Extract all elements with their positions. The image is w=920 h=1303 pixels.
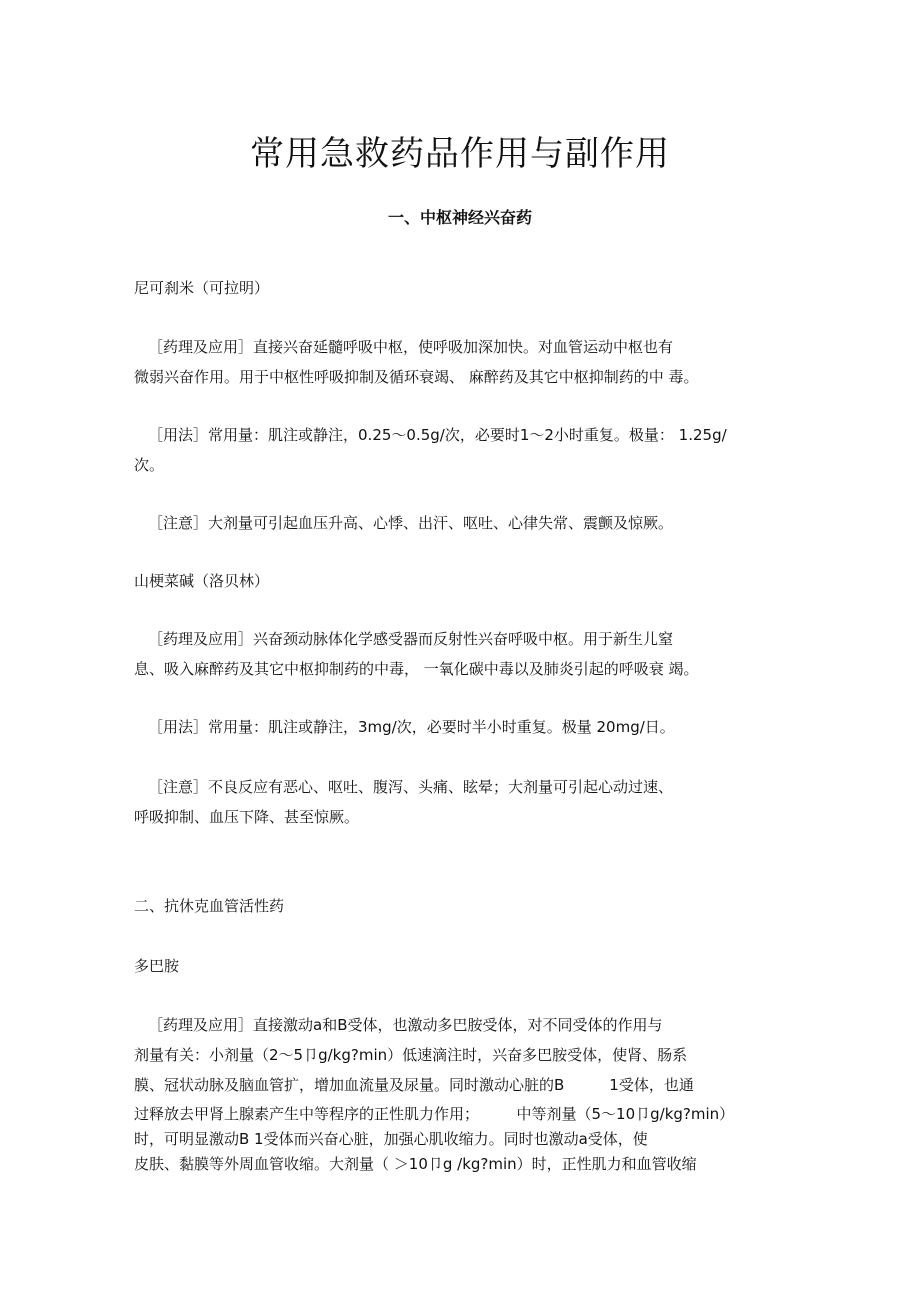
drug3-line5: 时，可明显激动B 1受体而兴奋心脏，加强心肌收缩力。同时也激动a受体，使 — [134, 1130, 648, 1148]
drug3-line6: 皮肤、黏膜等外周血管收缩。大剂量（ ＞10卩g /kg?min）时，正性肌力和血管收缩 — [134, 1155, 697, 1173]
drug2-pharm-line2: 息、吸入麻醉药及其它中枢抑制药的中毒， 一氧化碳中毒以及肺炎引起的呼吸衰 竭。 — [134, 660, 699, 678]
document-title: 常用急救药品作用与副作用 — [250, 134, 670, 174]
drug2-pharm-line1: ［药理及应用］兴奋颈动脉体化学感受器而反射性兴奋呼吸中枢。用于新生儿窒 — [148, 630, 674, 648]
drug3-line1: ［药理及应用］直接激动a和B受体，也激动多巴胺受体，对不同受体的作用与 — [148, 1016, 663, 1034]
drug2-usage-line1: ［用法］常用量：肌注或静注，3mg/次，必要时半小时重复。极量 20mg/日。 — [148, 718, 675, 736]
drug3-name: 多巴胺 — [134, 957, 180, 975]
drug1-usage-line2: 次。 — [134, 456, 165, 474]
drug2-name: 山梗菜碱（洛贝林） — [134, 572, 270, 590]
section1-heading: 一、中枢神经兴奋药 — [387, 208, 532, 227]
section2-heading: 二、抗休克血管活性药 — [134, 897, 285, 915]
drug1-pharm-line2: 微弱兴奋作用。用于中枢性呼吸抑制及循环衰竭、 麻醉药及其它中枢抑制药的中 毒。 — [134, 368, 699, 386]
drug1-note-line1: ［注意］大剂量可引起血压升高、心悸、出汗、呕吐、心律失常、震颤及惊厥。 — [148, 514, 674, 532]
drug1-name: 尼可刹米（可拉明） — [134, 279, 270, 297]
drug1-pharm-line1: ［药理及应用］直接兴奋延髓呼吸中枢，使呼吸加深加快。对血管运动中枢也有 — [148, 338, 674, 356]
drug3-line3: 膜、冠状动脉及脑血管扩，增加血流量及尿量。同时激动心脏的B 1受体，也通 — [134, 1076, 694, 1094]
drug3-line4: 过释放去甲肾上腺素产生中等程序的正性肌力作用； 中等剂量（5～10卩g/kg?min） — [134, 1105, 735, 1123]
drug2-note-line1: ［注意］不良反应有恶心、呕吐、腹泻、头痛、眩晕；大剂量可引起心动过速、 — [148, 778, 674, 796]
drug2-note-line2: 呼吸抑制、血压下降、甚至惊厥。 — [134, 808, 360, 826]
drug1-usage-line1: ［用法］常用量：肌注或静注，0.25～0.5g/次，必要时1～2小时重复。极量： 1.25g/ — [148, 426, 727, 444]
drug3-line2: 剂量有关：小剂量（2～5卩g/kg?min）低速滴注时，兴奋多巴胺受体，使肾、肠系 — [134, 1046, 688, 1064]
